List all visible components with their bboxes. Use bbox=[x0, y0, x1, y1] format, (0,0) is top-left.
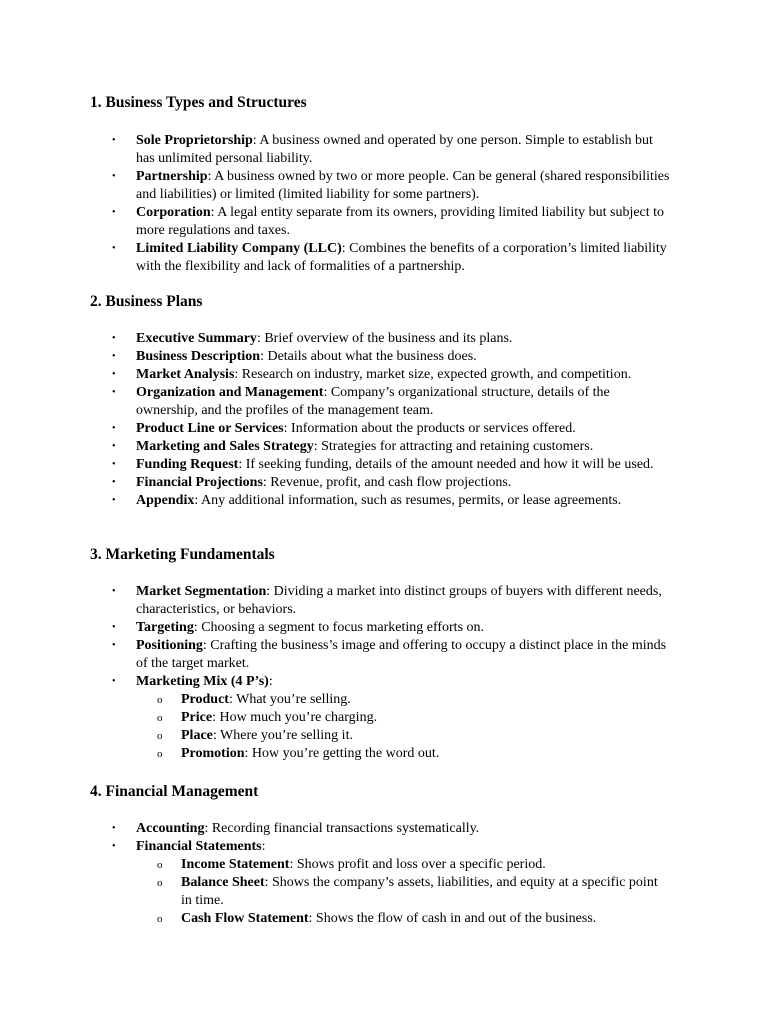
item-text: : Details about what the business does. bbox=[260, 349, 477, 364]
item-text: : A business owned and operated by one person. Simple to establish but has unlimited personal liability. bbox=[136, 133, 653, 166]
bullet-icon: • bbox=[112, 135, 116, 146]
item-term: Balance Sheet bbox=[181, 875, 265, 890]
bullet-list bbox=[112, 583, 672, 763]
section-heading: 2. Business Plans bbox=[90, 293, 203, 310]
bullet-icon: • bbox=[112, 477, 116, 488]
item-term: Product bbox=[181, 692, 229, 707]
list-item bbox=[112, 619, 672, 637]
item-text: : Dividing a market into distinct groups of buyers with different needs, characteristics, or behaviors. bbox=[136, 584, 662, 617]
item-text: : Choosing a segment to focus marketing efforts on. bbox=[193, 620, 485, 635]
section-business-types bbox=[90, 94, 690, 274]
list-item bbox=[112, 132, 672, 168]
bullet-icon: • bbox=[112, 387, 116, 398]
item-text: : Research on industry, market size, expected growth, and competition. bbox=[234, 367, 632, 382]
bullet-icon: • bbox=[112, 622, 116, 633]
item-term: Partnership bbox=[136, 169, 208, 184]
item-term: Marketing and Sales Strategy bbox=[136, 439, 314, 454]
sub-bullet-icon: o bbox=[157, 748, 163, 760]
sub-list-item bbox=[136, 910, 672, 928]
item-term: Business Description bbox=[136, 349, 261, 364]
sub-list-item bbox=[136, 856, 672, 874]
list-item bbox=[112, 366, 672, 384]
bullet-icon: • bbox=[112, 351, 116, 362]
sub-bullet-icon: o bbox=[157, 712, 163, 724]
section-heading: 1. Business Types and Structures bbox=[90, 94, 307, 111]
item-text: : bbox=[261, 839, 266, 854]
item-text: : Revenue, profit, and cash flow projections. bbox=[262, 475, 512, 490]
item-term: Financial Projections bbox=[136, 475, 263, 490]
list-item bbox=[112, 456, 672, 474]
sub-list-item bbox=[136, 691, 672, 709]
item-term: Positioning bbox=[136, 638, 203, 653]
sub-list-item bbox=[136, 709, 672, 727]
list-item bbox=[112, 820, 672, 838]
bullet-list bbox=[112, 820, 672, 928]
bullet-icon: • bbox=[112, 243, 116, 254]
list-item bbox=[112, 330, 672, 348]
bullet-list bbox=[112, 132, 672, 276]
bullet-icon: • bbox=[112, 640, 116, 651]
item-text: : Information about the products or services offered. bbox=[283, 421, 576, 436]
bullet-icon: • bbox=[112, 369, 116, 380]
list-item bbox=[112, 420, 672, 438]
list-item bbox=[112, 348, 672, 366]
bullet-icon: • bbox=[112, 676, 116, 687]
sub-bullet-icon: o bbox=[157, 694, 163, 706]
bullet-icon: • bbox=[112, 586, 116, 597]
item-text: : If seeking funding, details of the amount needed and how it will be used. bbox=[238, 457, 654, 472]
item-term: Price bbox=[181, 710, 213, 725]
sub-bullet-icon: o bbox=[157, 913, 163, 925]
sub-list bbox=[136, 856, 672, 928]
item-text: : Brief overview of the business and its plans. bbox=[256, 331, 513, 346]
item-text: : A business owned by two or more people. Can be general (shared responsibilities and liabilities) or limited (limited liability for some partners). bbox=[136, 169, 670, 202]
item-term: Cash Flow Statement bbox=[181, 911, 309, 926]
list-item bbox=[112, 838, 672, 928]
item-term: Corporation bbox=[136, 205, 211, 220]
item-text: : Combines the benefits of a corporation’s limited liability with the flexibility and lack of formalities of a partnership. bbox=[136, 241, 667, 274]
item-term: Market Segmentation bbox=[136, 584, 267, 599]
bullet-icon: • bbox=[112, 459, 116, 470]
item-term: Executive Summary bbox=[136, 331, 257, 346]
item-text: : Company’s organizational structure, details of the ownership, and the profiles of the management team. bbox=[136, 385, 610, 418]
bullet-icon: • bbox=[112, 495, 116, 506]
item-term: Product Line or Services bbox=[136, 421, 284, 436]
item-text: : A legal entity separate from its owners, providing limited liability but subject to more regulations and taxes. bbox=[136, 205, 665, 238]
list-item bbox=[112, 384, 672, 420]
sub-bullet-icon: o bbox=[157, 730, 163, 742]
bullet-list bbox=[112, 330, 672, 510]
item-term: Organization and Management bbox=[136, 385, 324, 400]
item-term: Marketing Mix (4 P’s) bbox=[136, 674, 269, 689]
item-text: : bbox=[268, 674, 273, 689]
list-item bbox=[112, 168, 672, 204]
item-text: : How much you’re charging. bbox=[212, 710, 378, 725]
bullet-icon: • bbox=[112, 841, 116, 852]
item-text: : How you’re getting the word out. bbox=[244, 746, 440, 761]
sub-list-item bbox=[136, 745, 672, 763]
list-item bbox=[112, 204, 672, 240]
item-term: Place bbox=[181, 728, 213, 743]
section-marketing-fundamentals bbox=[90, 546, 690, 761]
item-text: : Any additional information, such as resumes, permits, or lease agreements. bbox=[194, 493, 622, 508]
bullet-icon: • bbox=[112, 333, 116, 344]
item-text: : Shows the flow of cash in and out of the business. bbox=[308, 911, 597, 926]
item-term: Targeting bbox=[136, 620, 194, 635]
section-heading: 4. Financial Management bbox=[90, 783, 259, 800]
sub-bullet-icon: o bbox=[157, 859, 163, 871]
item-term: Market Analysis bbox=[136, 367, 235, 382]
bullet-icon: • bbox=[112, 171, 116, 182]
sub-list-item bbox=[136, 727, 672, 745]
bullet-icon: • bbox=[112, 207, 116, 218]
list-item bbox=[112, 438, 672, 456]
item-text: : What you’re selling. bbox=[228, 692, 351, 707]
item-term: Accounting bbox=[136, 821, 205, 836]
bullet-icon: • bbox=[112, 441, 116, 452]
item-term: Sole Proprietorship bbox=[136, 133, 253, 148]
list-item bbox=[112, 474, 672, 492]
section-financial-management bbox=[90, 783, 690, 926]
sub-bullet-icon: o bbox=[157, 877, 163, 889]
item-text: : Where you’re selling it. bbox=[212, 728, 353, 743]
item-text: : Crafting the business’s image and offering to occupy a distinct place in the minds of the target market. bbox=[136, 638, 667, 671]
item-term: Limited Liability Company (LLC) bbox=[136, 241, 342, 256]
bullet-icon: • bbox=[112, 423, 116, 434]
item-term: Financial Statements bbox=[136, 839, 262, 854]
item-text: : Shows the company’s assets, liabilities, and equity at a specific point in time. bbox=[181, 875, 658, 908]
item-term: Promotion bbox=[181, 746, 245, 761]
sub-list-item bbox=[136, 874, 672, 910]
list-item bbox=[112, 673, 672, 763]
section-business-plans bbox=[90, 293, 690, 508]
list-item bbox=[112, 240, 672, 276]
sub-list bbox=[136, 691, 672, 763]
item-text: : Shows profit and loss over a specific period. bbox=[289, 857, 546, 872]
list-item bbox=[112, 583, 672, 619]
item-text: : Recording financial transactions systematically. bbox=[204, 821, 480, 836]
item-text: : Strategies for attracting and retaining customers. bbox=[313, 439, 594, 454]
bullet-icon: • bbox=[112, 823, 116, 834]
section-heading: 3. Marketing Fundamentals bbox=[90, 546, 275, 563]
list-item bbox=[112, 637, 672, 673]
item-term: Income Statement bbox=[181, 857, 290, 872]
item-term: Funding Request bbox=[136, 457, 239, 472]
item-term: Appendix bbox=[136, 493, 195, 508]
list-item bbox=[112, 492, 672, 510]
